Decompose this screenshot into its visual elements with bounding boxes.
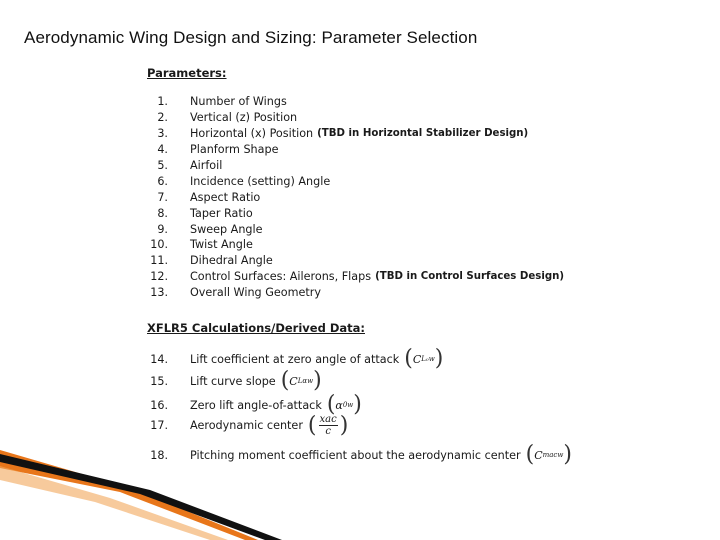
formula-symbol: ( C macw ) (525, 442, 572, 467)
item-number: 4. (157, 143, 168, 157)
symbol-main: C (289, 374, 298, 388)
list-item (147, 126, 567, 142)
item-number: 12. (150, 270, 168, 284)
symbol-subscript: 0w (342, 401, 354, 409)
item-note: (TBD in Control Surfaces Design) (375, 271, 565, 283)
item-number: 15. (150, 374, 168, 388)
derived-heading: XFLR5 Calculations/Derived Data: (147, 321, 365, 335)
item-number: 18. (150, 448, 168, 462)
list-item (147, 285, 567, 301)
item-text: Airfoil (190, 159, 223, 172)
item-number: 8. (157, 206, 168, 220)
item-number: 11. (150, 254, 168, 268)
list-item (147, 237, 567, 253)
parameters-heading: Parameters: (147, 66, 227, 80)
symbol-subscript: L₀w (421, 355, 435, 363)
symbol-main: C (412, 352, 422, 366)
formula-symbol: ( C Lαw ) (280, 368, 322, 393)
item-note: (TBD in Horizontal Stabilizer Design) (317, 128, 529, 140)
symbol-main: C (534, 448, 543, 462)
item-number: 10. (150, 238, 168, 252)
list-item (147, 94, 567, 110)
item-number: 7. (157, 190, 168, 204)
item-number: 5. (157, 159, 168, 172)
item-text: Planform Shape (190, 143, 279, 157)
symbol-subscript: Lαw (297, 377, 314, 385)
item-text: Lift coefficient at zero angle of attack (190, 352, 400, 366)
item-text: Horizontal (x) Position (190, 127, 314, 141)
slide-title: Aerodynamic Wing Design and Sizing: Parameter Selection (24, 28, 478, 47)
formula-symbol: ( $\frac{\text{xac}}{c}$ ) (307, 412, 349, 438)
list-item (147, 205, 567, 221)
item-text: Number of Wings (190, 95, 287, 109)
item-number: 14. (150, 352, 168, 366)
list-item (147, 189, 567, 205)
formula-symbol: ( C L₀w ) (404, 346, 444, 371)
item-number: 13. (150, 286, 168, 300)
item-text: Dihedral Angle (190, 254, 273, 268)
formula-fraction (319, 414, 338, 437)
list-item (147, 370, 322, 392)
list-item (147, 348, 443, 370)
item-number: 9. (157, 222, 168, 236)
item-number: 1. (157, 95, 168, 109)
item-text: Zero lift angle-of-attack (190, 398, 322, 412)
document-image (147, 66, 572, 467)
item-number: 17. (150, 419, 168, 432)
list-item (147, 142, 567, 158)
item-text: Control Surfaces: Ailerons, Flaps (190, 270, 372, 284)
fraction-denominator: c (325, 426, 331, 437)
item-number: 16. (150, 398, 168, 412)
list-item (147, 158, 567, 174)
list-item (147, 110, 567, 126)
list-item (147, 269, 567, 285)
item-text: Vertical (z) Position (190, 111, 298, 125)
item-number: 2. (157, 111, 168, 125)
item-number: 3. (157, 127, 168, 141)
parameters-list (147, 94, 567, 301)
item-text: Taper Ratio (190, 206, 253, 220)
list-item (147, 173, 567, 189)
item-text: Aspect Ratio (190, 190, 261, 204)
symbol-main: α (335, 398, 343, 412)
item-text: Aerodynamic center (190, 419, 303, 432)
item-text: Sweep Angle (190, 222, 263, 236)
symbol-subscript: macw (542, 451, 564, 459)
item-text: Incidence (setting) Angle (190, 174, 331, 188)
item-text: Lift curve slope (190, 374, 276, 388)
item-text: Pitching moment coefficient about the aerodynamic center (190, 448, 521, 462)
item-text: Twist Angle (190, 238, 253, 252)
list-item (147, 414, 348, 437)
formula-symbol: ( α 0w ) (326, 392, 362, 417)
fraction-numerator: xac (319, 414, 337, 425)
list-item (147, 394, 362, 416)
decorative-swoosh (0, 440, 720, 540)
item-text: Overall Wing Geometry (190, 286, 321, 300)
swoosh-light (0, 466, 228, 540)
item-number: 6. (157, 174, 168, 188)
list-item (147, 253, 567, 269)
list-item (147, 221, 567, 237)
